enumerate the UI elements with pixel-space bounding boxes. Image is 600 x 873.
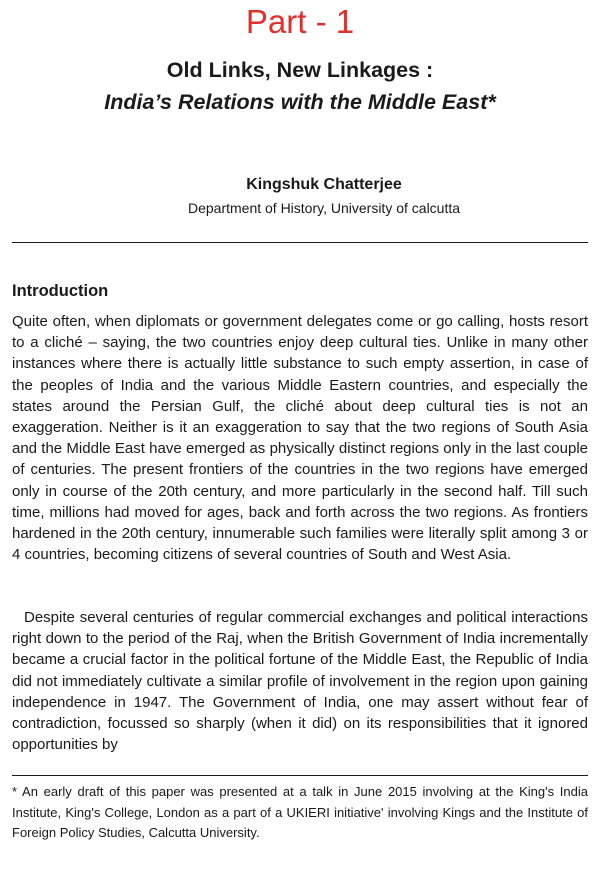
body-paragraph-1: Quite often, when diplomats or government delegates come or go calling, hosts resort to a cliché – saying, the two countries enjoy deep cultural ties. Unlike in many other instances where there is actually little substance to such empty assertion, in case of the peoples of India and the various Middle Eastern countries, and especially the states around the Persian Gulf, the cliché about deep cultural ties is not an exaggeration. Neither is it an exaggeration to say that the two regions of South Asia and the Middle East have emerged as physically distinct regions only in the last couple of centuries. The present frontiers of the countries in the two regions have emerged only in course of the 20th century, and more particularly in the second half. Till such time, millions had moved for ages, back and forth across the two regions. As frontiers hardened in the 20th century, innumerable such families were literally split among 3 or 4 countries, becoming citizens of several countries of South and West Asia.	[12, 313, 588, 564]
footnote: * An early draft of this paper was presented at a talk in June 2015 involving at the King's India Institute, King's College, London as a part of a UKIERI initiative' involving Kings and the Institute of Foreign Policy Studies, Calcutta University.	[12, 784, 588, 840]
section-heading: Introduction	[12, 282, 109, 300]
paper-title: Old Links, New Linkages :	[166, 58, 434, 82]
paper-subtitle: India’s Relations with the Middle East*	[104, 90, 496, 114]
header-divider	[12, 242, 588, 243]
body-paragraph-2: Despite several centuries of regular commercial exchanges and political interactions right down to the period of the Raj, when the British Government of India incrementally became a crucial factor in the political fortune of the Middle East, the Republic of India did not immediately cultivate a similar profile of involvement in the region upon gaining independence in 1947. The Government of India, one may assert without fear of contradiction, focussed so sharply (when it did) on its responsibilities that it ignored opportunities by	[12, 609, 588, 754]
footnote-divider	[12, 775, 588, 776]
part-label: Part - 1	[245, 3, 355, 40]
author-name: Kingshuk Chatterjee	[246, 176, 402, 193]
author-affiliation: Department of History, University of calcutta	[187, 200, 461, 216]
